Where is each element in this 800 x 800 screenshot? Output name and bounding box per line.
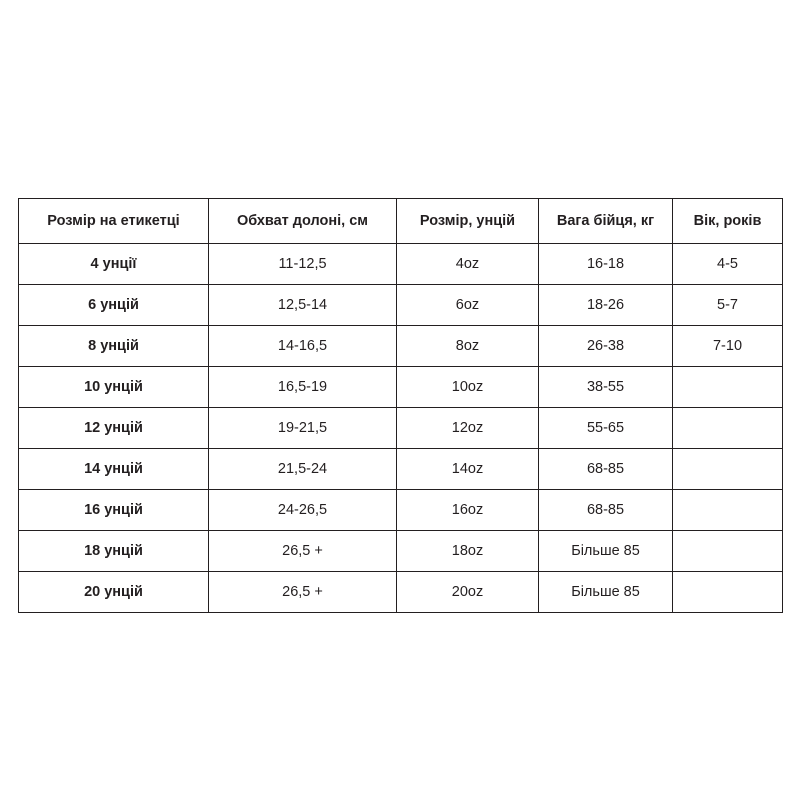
table-header [19, 199, 783, 244]
table-body [19, 244, 783, 613]
cell-palm-circumference: 19-21,5 [209, 408, 397, 449]
cell-label-size: 10 унцій [19, 367, 209, 408]
cell-size-ounces: 20oz [397, 572, 539, 613]
cell-fighter-weight: Більше 85 [539, 531, 673, 572]
cell-fighter-weight: 38-55 [539, 367, 673, 408]
cell-size-ounces: 18oz [397, 531, 539, 572]
cell-fighter-weight: 16-18 [539, 244, 673, 285]
cell-palm-circumference: 12,5-14 [209, 285, 397, 326]
table-row [19, 326, 783, 367]
table-row [19, 244, 783, 285]
cell-fighter-weight: 55-65 [539, 408, 673, 449]
column-header-label-size: Розмір на етикетці [19, 199, 209, 244]
cell-age [673, 490, 783, 531]
table-row [19, 572, 783, 613]
cell-palm-circumference: 26,5 + [209, 572, 397, 613]
cell-age: 5-7 [673, 285, 783, 326]
cell-label-size: 8 унцій [19, 326, 209, 367]
column-header-fighter-weight: Вага бійця, кг [539, 199, 673, 244]
cell-palm-circumference: 24-26,5 [209, 490, 397, 531]
cell-age: 7-10 [673, 326, 783, 367]
table-row [19, 367, 783, 408]
cell-size-ounces: 14oz [397, 449, 539, 490]
table-row [19, 531, 783, 572]
cell-palm-circumference: 21,5-24 [209, 449, 397, 490]
cell-fighter-weight: 68-85 [539, 490, 673, 531]
cell-label-size: 14 унцій [19, 449, 209, 490]
column-header-size-ounces: Розмір, унцій [397, 199, 539, 244]
cell-label-size: 16 унцій [19, 490, 209, 531]
cell-fighter-weight: 68-85 [539, 449, 673, 490]
size-chart-container [18, 198, 782, 613]
cell-size-ounces: 4oz [397, 244, 539, 285]
cell-fighter-weight: Більше 85 [539, 572, 673, 613]
cell-label-size: 4 унції [19, 244, 209, 285]
cell-age [673, 449, 783, 490]
cell-age [673, 572, 783, 613]
cell-age [673, 367, 783, 408]
cell-size-ounces: 16oz [397, 490, 539, 531]
cell-label-size: 20 унцій [19, 572, 209, 613]
table-row [19, 408, 783, 449]
cell-age [673, 531, 783, 572]
cell-age: 4-5 [673, 244, 783, 285]
cell-palm-circumference: 26,5 + [209, 531, 397, 572]
column-header-palm-circumference: Обхват долоні, см [209, 199, 397, 244]
table-row [19, 449, 783, 490]
cell-palm-circumference: 16,5-19 [209, 367, 397, 408]
table-row [19, 285, 783, 326]
cell-palm-circumference: 14-16,5 [209, 326, 397, 367]
glove-size-table [18, 198, 783, 613]
cell-size-ounces: 10oz [397, 367, 539, 408]
cell-label-size: 6 унцій [19, 285, 209, 326]
table-header-row [19, 199, 783, 244]
cell-label-size: 12 унцій [19, 408, 209, 449]
cell-fighter-weight: 18-26 [539, 285, 673, 326]
cell-label-size: 18 унцій [19, 531, 209, 572]
cell-age [673, 408, 783, 449]
column-header-age: Вік, років [673, 199, 783, 244]
table-row [19, 490, 783, 531]
cell-fighter-weight: 26-38 [539, 326, 673, 367]
cell-palm-circumference: 11-12,5 [209, 244, 397, 285]
cell-size-ounces: 6oz [397, 285, 539, 326]
cell-size-ounces: 12oz [397, 408, 539, 449]
cell-size-ounces: 8oz [397, 326, 539, 367]
